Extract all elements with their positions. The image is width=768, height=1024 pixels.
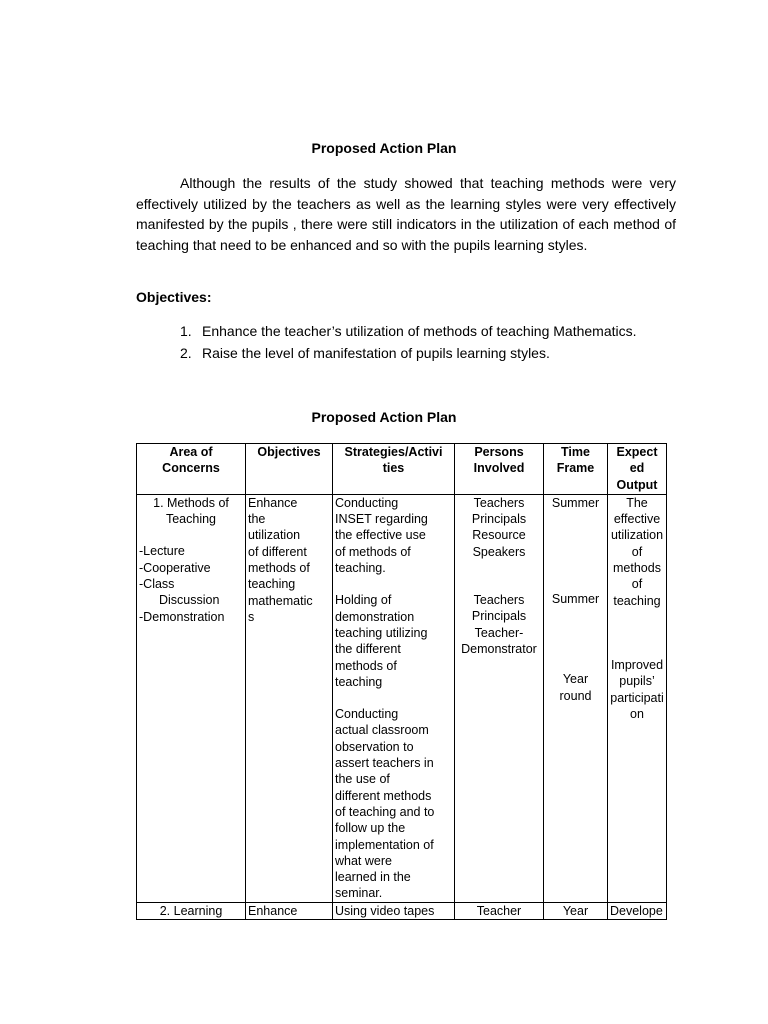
objective-line: Enhance: [248, 495, 298, 510]
header-strategies-line: Strategies/Activi: [344, 445, 443, 459]
strategy-line: the effective use: [335, 528, 426, 543]
strategy-line: the different: [335, 642, 401, 657]
time-line: round: [559, 688, 592, 703]
output-line: on: [630, 706, 644, 721]
objective-line: utilization: [248, 528, 301, 543]
header-time-line: Time: [561, 445, 590, 459]
strategy-line: teaching.: [335, 561, 386, 576]
header-output-line: ed: [629, 461, 645, 476]
strategy-line: INSET regarding: [335, 512, 428, 527]
area-item: -Cooperative: [139, 560, 211, 575]
person-line: Teachers: [473, 593, 525, 608]
person-line: Teachers: [473, 495, 525, 510]
objective-text: Enhance the teacher’s utilization of methods of teaching Mathematics.: [202, 323, 637, 339]
action-plan-table: [136, 443, 667, 920]
cell-strategies: [333, 494, 455, 902]
header-output-line: Output: [616, 477, 658, 492]
output-line: methods: [613, 561, 661, 576]
output-line: pupils’: [619, 674, 655, 689]
strategy-line: observation to: [335, 739, 414, 754]
time-line: Year: [562, 672, 589, 687]
header-objectives-label: Objectives: [257, 445, 321, 459]
table-row: [137, 902, 667, 919]
cell-objectives: Enhance: [246, 902, 333, 919]
cell-strategies: Using video tapes: [333, 902, 455, 919]
strategy-line: assert teachers in: [335, 756, 434, 771]
intro-paragraph: Although the results of the study showed that teaching methods were very effectively utilized by the teachers as well as the learning styles were very effectively manifested by the pupils , there were still indicators in the utilization of each method of teaching that need to be enhanced and so with the pupils learning styles.: [136, 175, 676, 253]
area-item-cont: Discussion: [159, 593, 220, 608]
objective-item: [180, 321, 637, 343]
output-line: Improved: [610, 657, 664, 672]
person-line: Principals: [471, 512, 527, 527]
cell-persons: [455, 494, 544, 902]
cell-expected-output: Develope: [608, 902, 667, 919]
cell-area: [137, 494, 246, 902]
header-persons: [455, 444, 544, 495]
page-title: Proposed Action Plan: [311, 140, 457, 156]
header-output-line: Expect: [616, 445, 658, 459]
header-persons-line: Persons: [474, 445, 524, 459]
header-time-frame: [544, 444, 608, 495]
output-line: effective: [613, 512, 661, 527]
objective-line: mathematic: [248, 593, 313, 608]
table-header-row: [137, 444, 667, 495]
strategy-line: teaching utilizing: [335, 625, 428, 640]
strategy-line: different methods: [335, 788, 432, 803]
strategy-line: of teaching and to: [335, 804, 435, 819]
strategy-line: actual classroom: [335, 723, 429, 738]
cell-expected-output: [608, 494, 667, 902]
area-title-cont: Teaching: [165, 512, 217, 527]
header-persons-line: Involved: [473, 461, 525, 476]
output-line: of: [631, 577, 643, 592]
header-strategies: [333, 444, 455, 495]
header-area-line: Concerns: [162, 461, 220, 476]
header-strategies-line: ties: [382, 461, 405, 476]
strategy-line: what were: [335, 853, 392, 868]
strategy-line: Conducting: [335, 495, 399, 510]
strategy-line: teaching: [335, 674, 383, 689]
person-line: Principals: [471, 609, 527, 624]
cell-objectives: [246, 494, 333, 902]
strategy-line: methods of: [335, 658, 397, 673]
strategy-line: seminar.: [335, 886, 383, 901]
output-line: The: [626, 495, 648, 510]
output-line: utilization: [610, 528, 664, 543]
objective-line: s: [248, 609, 255, 624]
strategy-line: the use of: [335, 772, 390, 787]
area-title: 1. Methods of: [153, 495, 229, 510]
strategy-line: of methods of: [335, 544, 411, 559]
person-line: Teacher-: [474, 625, 524, 640]
strategy-line: implementation of: [335, 837, 434, 852]
person-line: Speakers: [472, 544, 526, 559]
time-line: Summer: [551, 495, 600, 510]
cell-time-frame: [544, 494, 608, 902]
strategy-line: Conducting: [335, 707, 399, 722]
header-area: [137, 444, 246, 495]
area-item: -Lecture: [139, 544, 185, 559]
objective-item: [180, 343, 637, 365]
output-line: teaching: [613, 593, 661, 608]
person-line: Resource: [472, 528, 526, 543]
output-line: participati: [610, 690, 664, 705]
strategy-line: demonstration: [335, 609, 415, 624]
header-time-line: Frame: [556, 461, 595, 476]
objective-line: teaching: [248, 577, 296, 592]
objective-line: of different: [248, 544, 307, 559]
header-objectives: [246, 444, 333, 495]
person-line: Demonstrator: [461, 641, 537, 656]
strategy-line: follow up the: [335, 821, 406, 836]
cell-persons: Teacher: [455, 902, 544, 919]
objectives-list: [180, 321, 637, 364]
objective-number: 2.: [180, 344, 192, 361]
objectives-heading: Objectives:: [136, 289, 212, 305]
header-expected-output: [608, 444, 667, 495]
header-area-line: Area of: [169, 445, 213, 459]
table-title: Proposed Action Plan: [311, 409, 457, 425]
strategy-line: Holding of: [335, 593, 392, 608]
area-item: -Demonstration: [139, 609, 225, 624]
objective-text: Raise the level of manifestation of pupils learning styles.: [202, 344, 550, 361]
strategy-line: learned in the: [335, 870, 411, 885]
table-row: [137, 494, 667, 902]
objective-number: 1.: [180, 323, 192, 339]
objective-line: the: [248, 512, 266, 527]
objective-line: methods of: [248, 561, 310, 576]
area-item: -Class: [139, 577, 175, 592]
time-line: Summer: [551, 592, 600, 607]
cell-time-frame: Year: [544, 902, 608, 919]
output-line: of: [631, 544, 643, 559]
cell-area: 2. Learning: [137, 902, 246, 919]
